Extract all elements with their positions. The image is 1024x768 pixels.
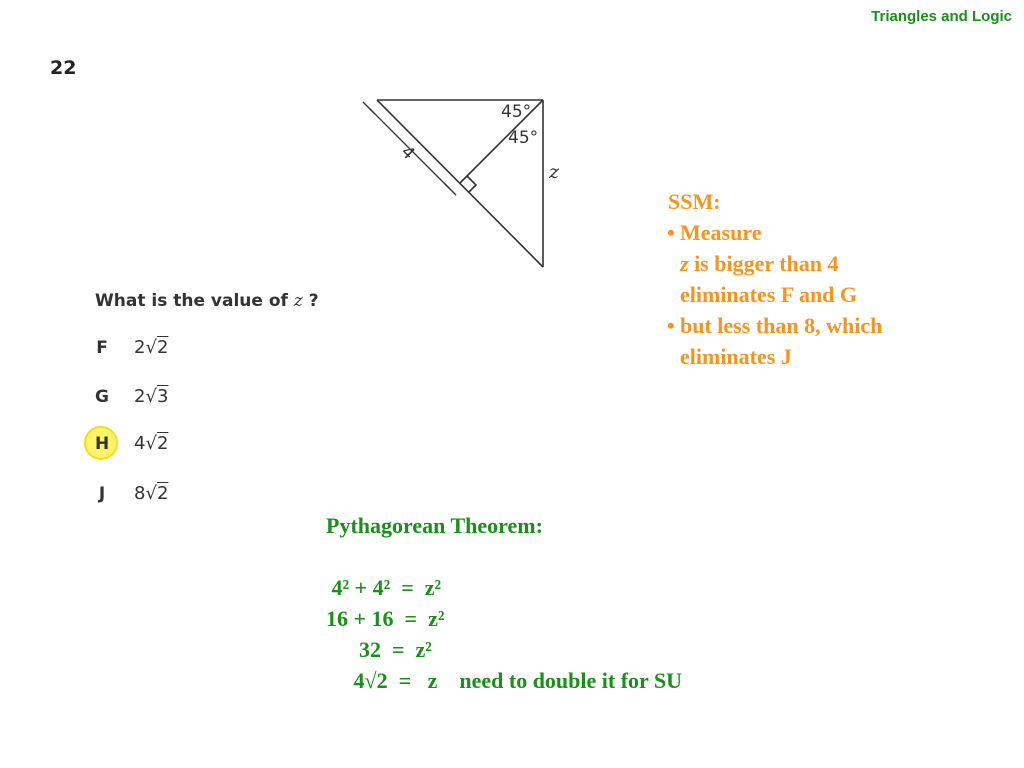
pythagorean-title: Pythagorean Theorem: xyxy=(326,513,543,538)
question-number: 22 xyxy=(50,57,77,79)
strategy-notes xyxy=(668,186,968,372)
choice-value: 4√2 xyxy=(134,433,169,454)
slide-title: Triangles and Logic xyxy=(871,8,1012,25)
question-variable: z xyxy=(293,291,303,311)
equation-line: 4² + 4² = z² xyxy=(326,575,442,600)
choice-letter: H xyxy=(95,434,110,454)
choice-letter: F xyxy=(96,338,108,358)
question-text: What is the value of z ? xyxy=(95,291,319,311)
notes-line-eliminates-fg: eliminates F and G xyxy=(680,282,858,307)
notes-bullet-measure: • Measure xyxy=(668,217,968,248)
triangle-diagram xyxy=(355,90,575,280)
equation-line: 4√2 = z need to double it for SU xyxy=(326,668,683,693)
choice-letter: J xyxy=(98,484,106,504)
choice-value: 8√2 xyxy=(134,483,169,504)
equation-line: 16 + 16 = z² xyxy=(326,606,445,631)
pythagorean-work xyxy=(326,510,846,696)
hypotenuse-label: z xyxy=(549,161,560,183)
notes-line-z: z is bigger than 4 xyxy=(680,251,839,276)
equation-line: 32 = z² xyxy=(326,637,432,662)
notes-title: SSM: xyxy=(668,189,721,214)
angle-label-top: 45° xyxy=(501,102,532,122)
choice-letter: G xyxy=(95,387,109,407)
notes-bullet-less-than: • but less than 8, which xyxy=(668,310,968,341)
angle-label-bottom: 45° xyxy=(508,128,539,148)
choice-value: 2√2 xyxy=(134,337,169,358)
choice-value: 2√3 xyxy=(134,386,169,407)
notes-line-eliminates-j: eliminates J xyxy=(680,344,792,369)
leg-length-label: 4 xyxy=(396,142,419,164)
